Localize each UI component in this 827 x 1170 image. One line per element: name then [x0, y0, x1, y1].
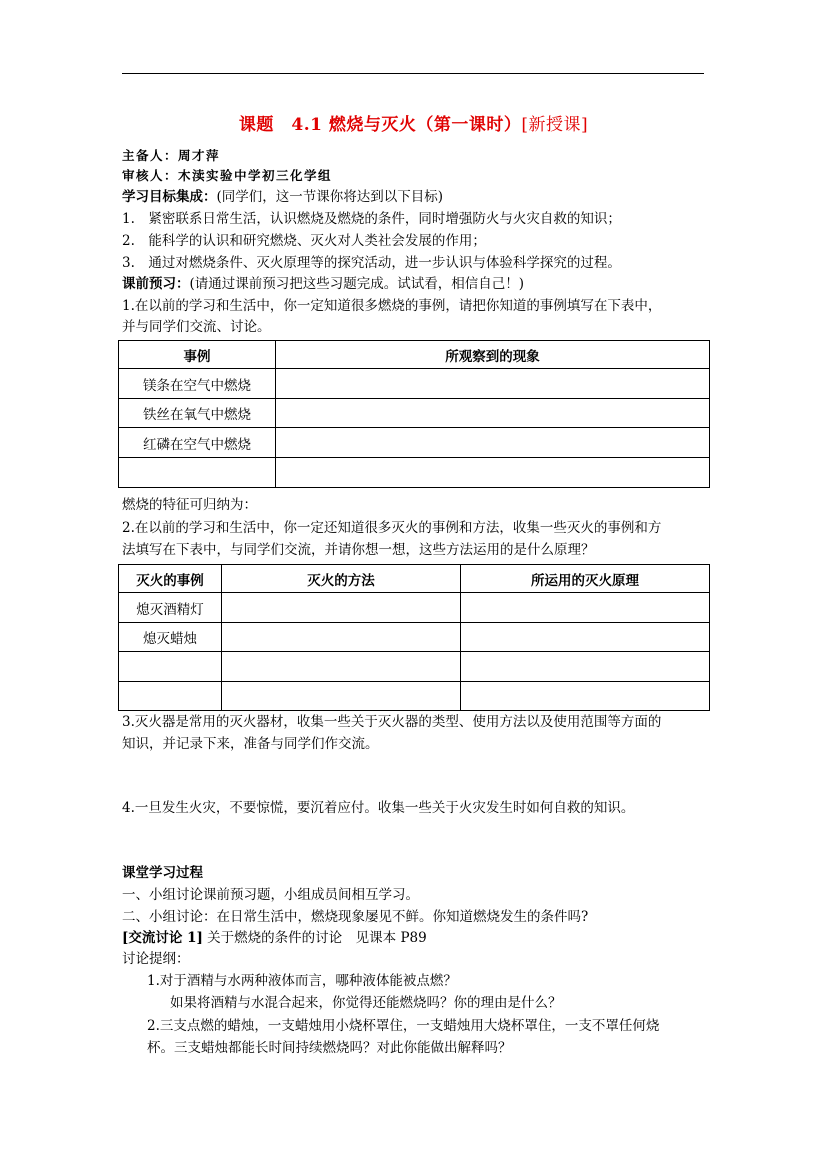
table-header-row — [119, 341, 710, 369]
reviewer: 审核人：木渎实验中学初三化学组 — [122, 168, 333, 183]
table-header: 所运用的灭火原理 — [461, 565, 710, 593]
table-header-row — [119, 565, 710, 593]
question-1-line: 1.在以前的学习和生活中，你一定知道很多燃烧的事例，请把你知道的事例填写在下表中， — [122, 298, 662, 314]
title-tag: [新授课] — [521, 115, 589, 135]
table-row — [119, 593, 710, 623]
question-1-line: 并与同学们交流、讨论。 — [122, 319, 271, 335]
goals-heading — [122, 188, 443, 207]
question-3-line: 3.灭火器是常用的灭火器材，收集一些关于灭火器的类型、使用方法以及使用范围等方面的 — [122, 714, 662, 730]
outline-label: 讨论提纲： — [122, 951, 190, 967]
table-cell — [276, 428, 710, 458]
process-step: 二、小组讨论：在日常生活中，燃烧现象屡见不鲜。你知道燃烧发生的条件吗? — [122, 909, 589, 925]
question-3-line: 知识，并记录下来，准备与同学们作交流。 — [122, 736, 379, 752]
discussion-label: [交流讨论 1] — [122, 930, 203, 946]
table-cell: 红磷在空气中燃烧 — [119, 428, 276, 458]
table-header: 事例 — [119, 341, 276, 369]
table-cell — [461, 623, 710, 652]
preview-heading — [122, 275, 524, 294]
table-cell — [276, 369, 710, 399]
preview-label: 课前预习： — [122, 276, 190, 292]
table-header: 灭火的事例 — [119, 565, 222, 593]
table-cell — [119, 682, 222, 711]
process-title: 课堂学习过程 — [122, 865, 203, 881]
discussion-line — [122, 929, 427, 948]
process-step: 一、小组讨论课前预习题，小组成员间相互学习。 — [122, 887, 419, 903]
goal-item: 1. 紧密联系日常生活，认识燃烧及燃烧的条件，同时增强防火与火灾自救的知识； — [122, 211, 621, 227]
table-row — [119, 399, 710, 428]
table-cell: 熄灭酒精灯 — [119, 593, 222, 623]
fire-extinguishing-table — [118, 564, 710, 711]
table-cell — [461, 593, 710, 623]
table-cell — [276, 458, 710, 488]
preparer: 主备人：周才萍 — [122, 148, 221, 163]
goal-item: 2. 能科学的认识和研究燃烧、灭火对人类社会发展的作用； — [122, 233, 486, 249]
burn-feature-line: 燃烧的特征可归纳为： — [122, 497, 257, 513]
goal-item: 3. 通过对燃烧条件、灭火原理等的探究活动，进一步认识与体验科学探究的过程。 — [122, 255, 621, 271]
table-cell: 熄灭蜡烛 — [119, 623, 222, 652]
question-2-line: 2.在以前的学习和生活中，你一定还知道很多灭火的事例和方法，收集一些灭火的事例和方 — [122, 520, 662, 536]
table-cell — [276, 399, 710, 428]
preview-intro: (请通过课前预习把这些习题完成。试试看，相信自己！) — [189, 276, 525, 292]
title-text: 课题 4.1 燃烧与灭火（第一课时） — [238, 115, 522, 135]
question-2-line: 法填写在下表中，与同学们交流，并请你想一想，这些方法运用的是什么原理？ — [122, 542, 595, 558]
table-cell — [222, 652, 461, 682]
table-cell: 镁条在空气中燃烧 — [119, 369, 276, 399]
page-title — [0, 110, 827, 135]
question-4-line: 4.一旦发生火灾，不要惊慌，要沉着应付。收集一些关于火灾发生时如何自救的知识。 — [122, 800, 635, 816]
outline-item-line: 如果将酒精与水混合起来，你觉得还能燃烧吗？你的理由是什么？ — [170, 995, 562, 1011]
table-cell — [222, 593, 461, 623]
table-row — [119, 623, 710, 652]
table-row — [119, 428, 710, 458]
table-cell — [461, 652, 710, 682]
header-rule — [122, 73, 704, 74]
table-cell — [119, 458, 276, 488]
outline-item-line: 2.三支点燃的蜡烛，一支蜡烛用小烧杯罩住，一支蜡烛用大烧杯罩住，一支不罩任何烧 — [147, 1018, 660, 1034]
table-cell: 铁丝在氧气中燃烧 — [119, 399, 276, 428]
table-cell — [222, 682, 461, 711]
outline-item-line: 1.对于酒精与水两种液体而言，哪种液体能被点燃？ — [147, 973, 457, 989]
table-cell — [461, 682, 710, 711]
outline-item-line: 杯。三支蜡烛都能长时间持续燃烧吗？对此你能做出解释吗？ — [147, 1040, 512, 1056]
table-row — [119, 458, 710, 488]
table-row — [119, 682, 710, 711]
goals-intro: (同学们，这一节课你将达到以下目标) — [216, 189, 444, 205]
table-cell — [119, 652, 222, 682]
goals-label: 学习目标集成： — [122, 189, 217, 205]
table-header: 所观察到的现象 — [276, 341, 710, 369]
table-row — [119, 369, 710, 399]
combustion-examples-table — [118, 340, 710, 488]
discussion-text: 关于燃烧的条件的讨论 见课本 P89 — [202, 930, 427, 946]
table-row — [119, 652, 710, 682]
table-cell — [222, 623, 461, 652]
table-header: 灭火的方法 — [222, 565, 461, 593]
